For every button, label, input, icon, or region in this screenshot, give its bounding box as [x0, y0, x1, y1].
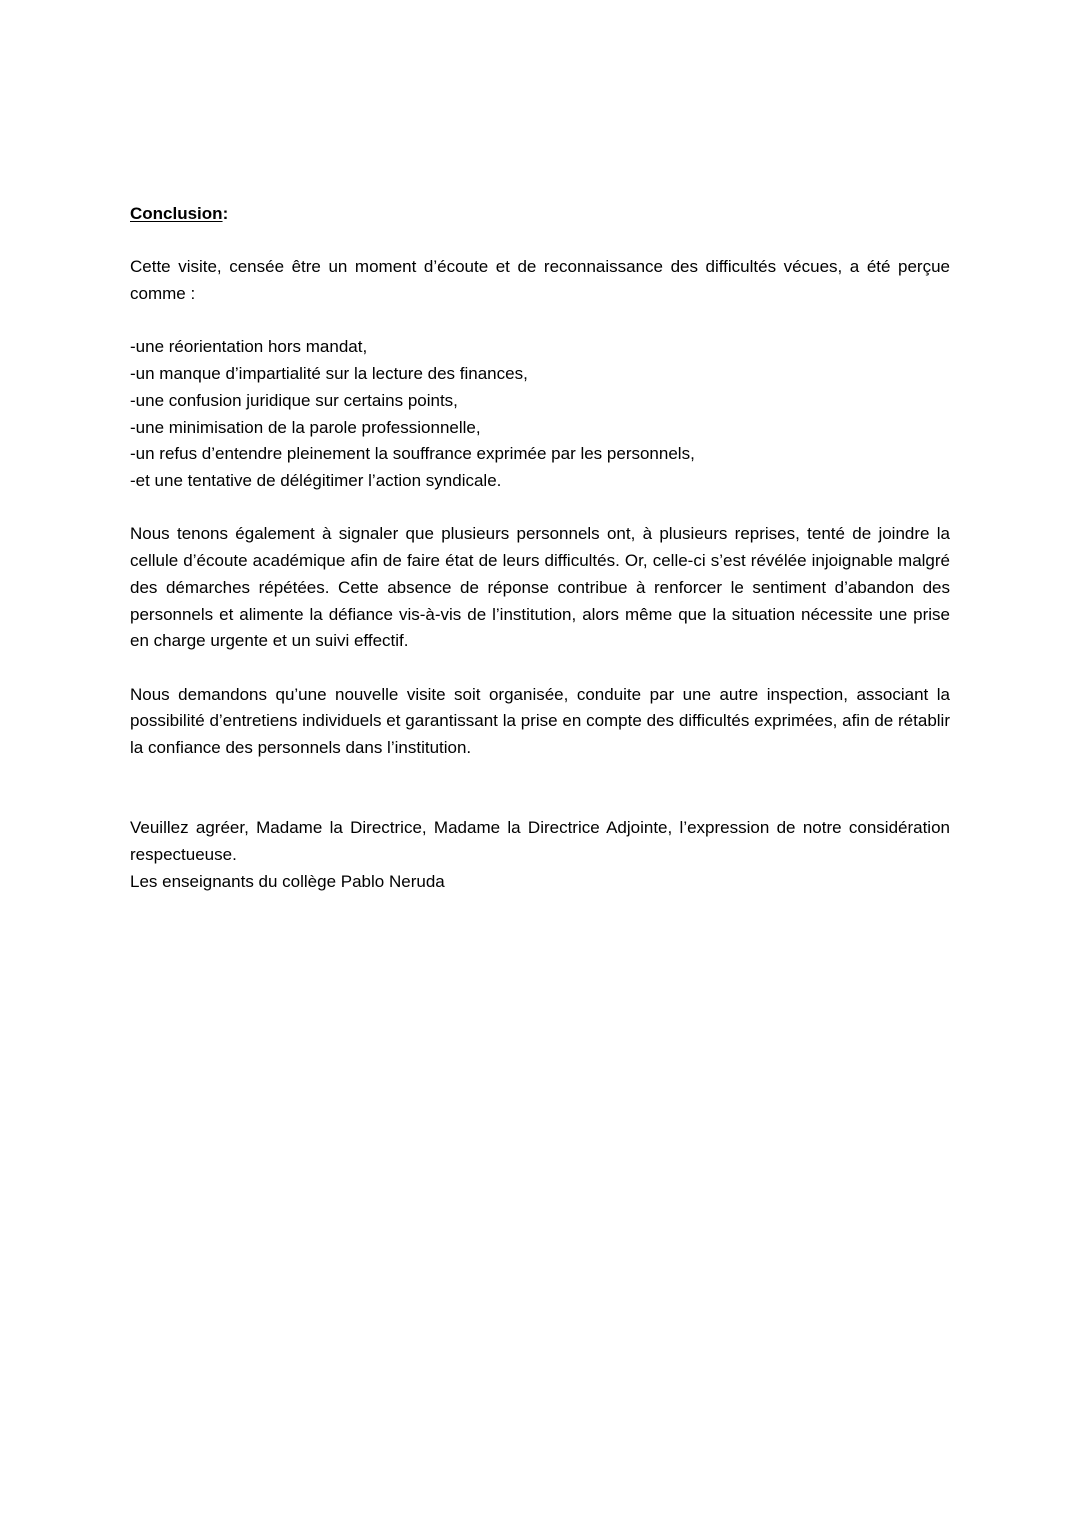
closing-block: [130, 815, 950, 895]
paragraph-cellule-ecoute: Nous tenons également à signaler que plusieurs personnels ont, à plusieurs reprises, tenté de joindre la cellule d’écoute académique afin de faire état de leurs difficultés. Or, celle-ci s’est révélée injoignable malgré des démarches répétées. Cette absence de réponse contribue à renforcer le sentiment d’abandon des personnels et alimente la défiance vis-à-vis de l’institution, alors même que la situation nécessite une prise en charge urgente et un suivi effectif.: [130, 524, 950, 651]
grievance-item: -et une tentative de délégitimer l’action syndicale.: [130, 471, 502, 490]
grievance-item: -une minimisation de la parole professionnelle,: [130, 417, 481, 437]
closing-formula: Veuillez agréer, Madame la Directrice, Madame la Directrice Adjointe, l’expression de notre considération respectueuse.: [130, 818, 950, 864]
intro-paragraph: Cette visite, censée être un moment d’écoute et de reconnaissance des difficultés vécues, a été perçue comme :: [130, 257, 950, 304]
section-heading: [130, 201, 950, 228]
signature-line: Les enseignants du collège Pablo Neruda: [130, 871, 445, 891]
section-heading-text: Conclusion: [130, 204, 223, 223]
grievance-item: -une réorientation hors mandat,: [130, 337, 368, 357]
section-heading-colon: :: [222, 204, 229, 223]
grievance-list: [130, 334, 950, 494]
grievance-item: -un refus d’entendre pleinement la souffrance exprimée par les personnels,: [130, 444, 695, 464]
paragraph-nouvelle-visite: Nous demandons qu’une nouvelle visite soit organisée, conduite par une autre inspection, associant la possibilité d’entretiens individuels et garantissant la prise en compte des difficultés exprimées, afin de rétablir la confiance des personnels dans l’institution.: [130, 684, 950, 757]
grievance-item: -une confusion juridique sur certains points,: [130, 390, 458, 410]
grievance-item: -un manque d’impartialité sur la lecture des finances,: [130, 364, 528, 384]
